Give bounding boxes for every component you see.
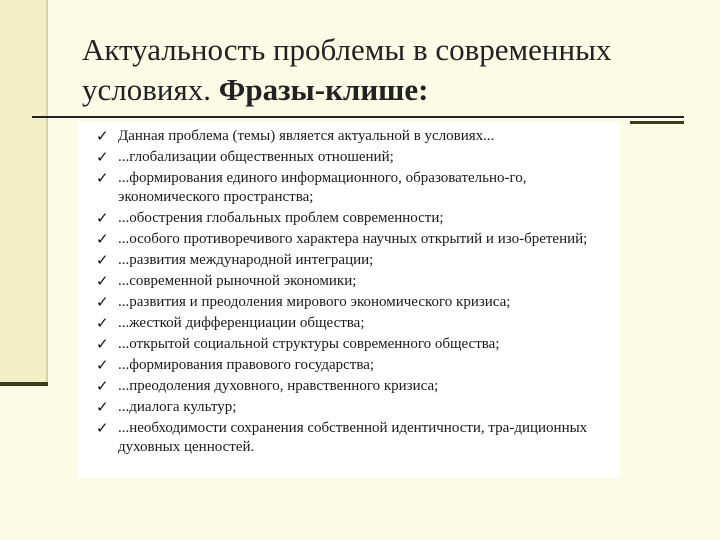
list-item-text: ...открытой социальной структуры современного общества; [118, 336, 500, 352]
title-divider [32, 116, 684, 118]
list-item [78, 230, 620, 249]
list-item-text: ...обострения глобальных проблем современности; [118, 210, 444, 226]
checkmark-icon: ✓ [96, 293, 109, 311]
checkmark-icon: ✓ [96, 356, 109, 374]
checkmark-icon: ✓ [96, 169, 109, 187]
checkmark-icon: ✓ [96, 398, 109, 416]
list-item-text: ...глобализации общественных отношений; [118, 149, 394, 165]
list-item-text: ...диалога культур; [118, 399, 237, 415]
list-item [78, 314, 620, 333]
list-item-text: Данная проблема (темы) является актуальной в условиях... [118, 128, 495, 144]
list-item-text: ...развития международной интеграции; [118, 252, 374, 268]
list-item-text: ...формирования правового государства; [118, 357, 375, 373]
checkmark-icon: ✓ [96, 127, 109, 145]
list-item-text: ...преодоления духовного, нравственного кризиса; [118, 378, 439, 394]
checkmark-icon: ✓ [96, 314, 109, 332]
title-line-2-bold: Фразы-клише: [218, 72, 429, 107]
title-line-2 [82, 70, 682, 110]
list-item [78, 335, 620, 354]
list-item [78, 209, 620, 228]
list-item [78, 398, 620, 417]
checkmark-icon: ✓ [96, 335, 109, 353]
checkmark-icon: ✓ [96, 148, 109, 166]
list-item-text: ...современной рыночной экономики; [118, 273, 357, 289]
list-item [78, 169, 620, 207]
phrase-list [78, 122, 620, 457]
checkmark-icon: ✓ [96, 419, 109, 437]
list-item [78, 356, 620, 375]
list-item [78, 251, 620, 270]
list-item-text: ...необходимости сохранения собственной идентичности, тра-диционных духовных ценностей. [118, 420, 588, 455]
sidebar-decoration [0, 0, 46, 382]
list-item-text: ...формирования единого информационного, образовательно-го, экономического пространства; [118, 170, 527, 205]
checkmark-icon: ✓ [96, 272, 109, 290]
scanned-list-image [78, 122, 620, 478]
title-line-2-normal: условиях. [82, 72, 219, 107]
list-item [78, 148, 620, 167]
checkmark-icon: ✓ [96, 230, 109, 248]
checkmark-icon: ✓ [96, 209, 109, 227]
divider-accent [630, 121, 684, 124]
sidebar-edge [46, 0, 48, 382]
slide-title [82, 30, 682, 110]
list-item [78, 272, 620, 291]
checkmark-icon: ✓ [96, 251, 109, 269]
list-item [78, 127, 620, 146]
list-item [78, 419, 620, 457]
checkmark-icon: ✓ [96, 377, 109, 395]
title-line-1: Актуальность проблемы в современных [82, 32, 612, 67]
list-item-text: ...развития и преодоления мирового экономического кризиса; [118, 294, 511, 310]
list-item-text: ...особого противоречивого характера научных открытий и изо-бретений; [118, 231, 588, 247]
list-item [78, 377, 620, 396]
list-item [78, 293, 620, 312]
sidebar-footer-bar [0, 382, 48, 386]
list-item-text: ...жесткой дифференциации общества; [118, 315, 365, 331]
